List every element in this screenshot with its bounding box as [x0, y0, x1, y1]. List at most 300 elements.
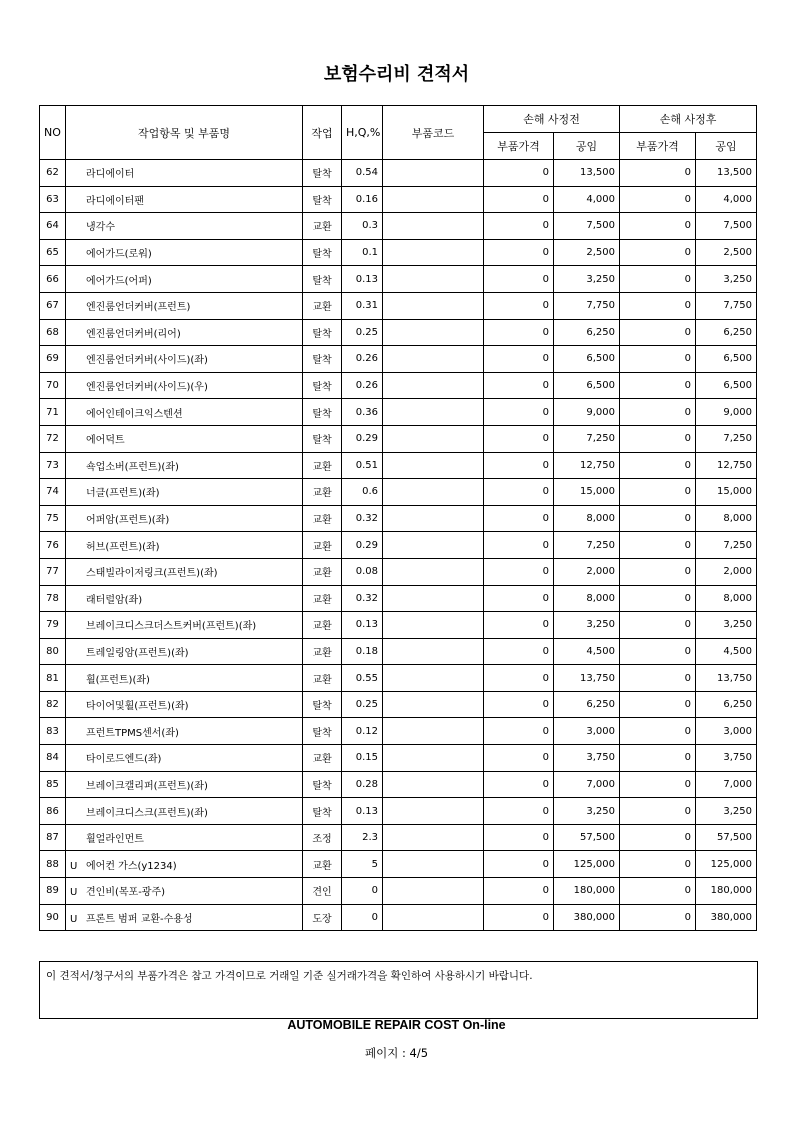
col-header-after-labor: 공임	[696, 133, 757, 160]
row-item-name: 쇽업소버(프런트)(좌)	[86, 461, 179, 473]
col-header-before-part-price: 부품가격	[484, 133, 554, 160]
row-after-labor: 3,750	[696, 745, 757, 772]
row-no: 88	[40, 851, 66, 878]
row-item-name: 허브(프런트)(좌)	[86, 541, 160, 553]
footer-brand: AUTOMOBILE REPAIR COST On-line	[287, 1018, 506, 1032]
row-hq: 0.32	[342, 505, 383, 532]
table-row	[40, 638, 757, 665]
table-row	[40, 558, 757, 585]
row-before-labor: 380,000	[554, 904, 620, 931]
row-item-name: 프런트TPMS센서(좌)	[86, 727, 179, 739]
row-after-part-price: 0	[620, 718, 696, 745]
row-after-labor: 3,250	[696, 798, 757, 825]
row-work: 교환	[303, 213, 342, 240]
row-after-labor: 3,000	[696, 718, 757, 745]
row-code	[383, 824, 484, 851]
row-work: 탈착	[303, 372, 342, 399]
row-item-name: 에어가드(로워)	[86, 249, 152, 261]
row-code	[383, 452, 484, 479]
table-row	[40, 718, 757, 745]
row-hq: 0.3	[342, 213, 383, 240]
table-row	[40, 479, 757, 506]
row-code	[383, 878, 484, 905]
row-work: 도장	[303, 904, 342, 931]
col-header-before-labor: 공임	[554, 133, 620, 160]
row-hq: 0.32	[342, 585, 383, 612]
row-hq: 0.13	[342, 612, 383, 639]
estimate-rows	[40, 160, 757, 931]
row-code	[383, 585, 484, 612]
row-no: 82	[40, 691, 66, 718]
table-row	[40, 319, 757, 346]
row-hq: 0.51	[342, 452, 383, 479]
row-before-labor: 3,250	[554, 266, 620, 293]
row-before-part-price: 0	[484, 213, 554, 240]
row-before-labor: 7,000	[554, 771, 620, 798]
row-before-labor: 9,000	[554, 399, 620, 426]
row-item-name: 어퍼암(프런트)(좌)	[86, 515, 170, 527]
row-after-part-price: 0	[620, 160, 696, 187]
row-hq: 0	[342, 904, 383, 931]
row-item-name: 엔진룸언더커버(사이드)(우)	[86, 382, 208, 394]
row-after-labor: 6,250	[696, 691, 757, 718]
row-before-labor: 3,000	[554, 718, 620, 745]
row-after-part-price: 0	[620, 665, 696, 692]
row-before-part-price: 0	[484, 718, 554, 745]
row-before-part-price: 0	[484, 319, 554, 346]
page-number: 페이지 : 4/5	[364, 1046, 429, 1060]
row-code	[383, 691, 484, 718]
row-item-name: 휠얼라인먼트	[86, 834, 144, 846]
row-hq: 0.6	[342, 479, 383, 506]
row-item	[66, 160, 303, 187]
row-no: 85	[40, 771, 66, 798]
row-no: 68	[40, 319, 66, 346]
table-row	[40, 346, 757, 373]
table-row	[40, 186, 757, 213]
row-code	[383, 745, 484, 772]
row-item	[66, 186, 303, 213]
row-no: 74	[40, 479, 66, 506]
row-code	[383, 505, 484, 532]
row-code	[383, 425, 484, 452]
row-after-labor: 7,750	[696, 292, 757, 319]
row-after-part-price: 0	[620, 824, 696, 851]
row-work: 탈착	[303, 425, 342, 452]
row-before-labor: 3,750	[554, 745, 620, 772]
row-item-name: 에어인테이크익스텐션	[86, 408, 183, 420]
row-before-part-price: 0	[484, 372, 554, 399]
row-item	[66, 638, 303, 665]
row-before-part-price: 0	[484, 665, 554, 692]
row-code	[383, 372, 484, 399]
row-hq: 0.08	[342, 558, 383, 585]
row-code	[383, 186, 484, 213]
row-hq: 0.29	[342, 532, 383, 559]
col-header-code: 부품코드	[383, 106, 484, 160]
row-item-name: 라디에이터팬	[86, 195, 144, 207]
row-before-part-price: 0	[484, 904, 554, 931]
row-after-labor: 2,500	[696, 239, 757, 266]
row-before-labor: 4,000	[554, 186, 620, 213]
table-row	[40, 213, 757, 240]
row-code	[383, 346, 484, 373]
row-after-labor: 4,000	[696, 186, 757, 213]
row-hq: 2.3	[342, 824, 383, 851]
row-after-part-price: 0	[620, 612, 696, 639]
row-after-labor: 125,000	[696, 851, 757, 878]
row-item	[66, 292, 303, 319]
row-after-part-price: 0	[620, 904, 696, 931]
row-before-labor: 8,000	[554, 505, 620, 532]
row-hq: 0.26	[342, 346, 383, 373]
row-hq: 0.25	[342, 319, 383, 346]
row-item	[66, 665, 303, 692]
row-after-part-price: 0	[620, 346, 696, 373]
row-item-name: 라디에이터	[86, 169, 135, 181]
row-hq: 5	[342, 851, 383, 878]
row-after-labor: 7,250	[696, 532, 757, 559]
row-after-part-price: 0	[620, 532, 696, 559]
row-item-name: 너클(프런트)(좌)	[86, 488, 160, 500]
table-row	[40, 292, 757, 319]
row-after-part-price: 0	[620, 239, 696, 266]
row-item	[66, 372, 303, 399]
row-after-labor: 7,500	[696, 213, 757, 240]
row-code	[383, 399, 484, 426]
row-after-part-price: 0	[620, 292, 696, 319]
row-after-labor: 57,500	[696, 824, 757, 851]
row-before-part-price: 0	[484, 585, 554, 612]
col-header-after-part-price: 부품가격	[620, 133, 696, 160]
row-item	[66, 824, 303, 851]
table-row	[40, 425, 757, 452]
row-item-name: 에어컨 가스(y1234)	[86, 860, 177, 872]
row-code	[383, 213, 484, 240]
row-hq: 0.26	[342, 372, 383, 399]
row-after-labor: 6,250	[696, 319, 757, 346]
row-before-part-price: 0	[484, 851, 554, 878]
table-row	[40, 691, 757, 718]
col-header-item: 작업항목 및 부품명	[66, 106, 303, 160]
row-after-labor: 13,500	[696, 160, 757, 187]
row-after-labor: 9,000	[696, 399, 757, 426]
row-no: 71	[40, 399, 66, 426]
row-hq: 0.13	[342, 798, 383, 825]
row-hq: 0.15	[342, 745, 383, 772]
row-before-labor: 6,500	[554, 372, 620, 399]
row-before-labor: 6,500	[554, 346, 620, 373]
row-item	[66, 585, 303, 612]
row-after-labor: 8,000	[696, 505, 757, 532]
row-after-part-price: 0	[620, 558, 696, 585]
row-item-name: 타이어및휠(프런트)(좌)	[86, 701, 189, 713]
row-work: 교환	[303, 851, 342, 878]
row-work: 교환	[303, 558, 342, 585]
row-before-part-price: 0	[484, 186, 554, 213]
row-code	[383, 665, 484, 692]
row-before-part-price: 0	[484, 292, 554, 319]
row-code	[383, 612, 484, 639]
row-work: 조정	[303, 824, 342, 851]
row-no: 75	[40, 505, 66, 532]
table-row	[40, 160, 757, 187]
row-before-labor: 8,000	[554, 585, 620, 612]
row-work: 교환	[303, 532, 342, 559]
row-after-part-price: 0	[620, 213, 696, 240]
row-after-part-price: 0	[620, 771, 696, 798]
row-after-labor: 6,500	[696, 346, 757, 373]
row-work: 탈착	[303, 798, 342, 825]
row-no: 79	[40, 612, 66, 639]
row-work: 탈착	[303, 319, 342, 346]
row-no: 77	[40, 558, 66, 585]
row-before-part-price: 0	[484, 399, 554, 426]
row-hq: 0.13	[342, 266, 383, 293]
row-before-labor: 6,250	[554, 319, 620, 346]
row-work: 탈착	[303, 239, 342, 266]
row-after-labor: 8,000	[696, 585, 757, 612]
estimate-table	[39, 105, 757, 931]
row-before-labor: 180,000	[554, 878, 620, 905]
row-item-name: 래터럴암(좌)	[86, 594, 143, 606]
row-after-labor: 13,750	[696, 665, 757, 692]
row-work: 교환	[303, 585, 342, 612]
row-no: 84	[40, 745, 66, 772]
row-item	[66, 213, 303, 240]
row-before-part-price: 0	[484, 612, 554, 639]
row-no: 70	[40, 372, 66, 399]
row-after-part-price: 0	[620, 851, 696, 878]
row-item-name: 휠(프런트)(좌)	[86, 674, 150, 686]
row-code	[383, 479, 484, 506]
row-no: 63	[40, 186, 66, 213]
row-after-part-price: 0	[620, 319, 696, 346]
row-before-labor: 3,250	[554, 612, 620, 639]
table-row	[40, 452, 757, 479]
table-row	[40, 239, 757, 266]
row-item-name: 프론트 범퍼 교환-수용성	[86, 913, 193, 925]
row-hq: 0.36	[342, 399, 383, 426]
row-no: 83	[40, 718, 66, 745]
row-no: 64	[40, 213, 66, 240]
row-item	[66, 452, 303, 479]
row-no: 81	[40, 665, 66, 692]
row-code	[383, 160, 484, 187]
row-before-part-price: 0	[484, 691, 554, 718]
row-after-labor: 7,000	[696, 771, 757, 798]
row-before-labor: 7,250	[554, 532, 620, 559]
row-code	[383, 266, 484, 293]
row-before-labor: 7,500	[554, 213, 620, 240]
row-work: 교환	[303, 612, 342, 639]
row-code	[383, 718, 484, 745]
table-row	[40, 532, 757, 559]
row-work: 탈착	[303, 346, 342, 373]
row-before-labor: 3,250	[554, 798, 620, 825]
row-no: 89	[40, 878, 66, 905]
row-item	[66, 851, 303, 878]
row-after-part-price: 0	[620, 479, 696, 506]
row-before-part-price: 0	[484, 771, 554, 798]
row-code	[383, 558, 484, 585]
row-before-part-price: 0	[484, 878, 554, 905]
row-item	[66, 266, 303, 293]
row-hq: 0.18	[342, 638, 383, 665]
row-after-labor: 15,000	[696, 479, 757, 506]
row-before-part-price: 0	[484, 824, 554, 851]
document-title: 보험수리비 견적서	[323, 64, 470, 85]
row-item	[66, 239, 303, 266]
row-hq: 0.16	[342, 186, 383, 213]
row-item	[66, 718, 303, 745]
row-no: 87	[40, 824, 66, 851]
row-item	[66, 532, 303, 559]
row-code	[383, 239, 484, 266]
col-header-no: NO	[40, 106, 66, 160]
row-after-part-price: 0	[620, 505, 696, 532]
row-after-part-price: 0	[620, 691, 696, 718]
row-code	[383, 851, 484, 878]
table-row	[40, 585, 757, 612]
row-after-labor: 12,750	[696, 452, 757, 479]
row-before-part-price: 0	[484, 479, 554, 506]
row-work: 교환	[303, 479, 342, 506]
row-item-name: 브레이크디스크(프런트)(좌)	[86, 807, 208, 819]
row-item-name: 견인비(목포-광주)	[86, 887, 166, 899]
row-hq: 0.25	[342, 691, 383, 718]
row-before-labor: 4,500	[554, 638, 620, 665]
row-before-labor: 125,000	[554, 851, 620, 878]
row-hq: 0.12	[342, 718, 383, 745]
row-hq: 0.29	[342, 425, 383, 452]
row-item	[66, 346, 303, 373]
row-item-name: 엔진룸언더커버(사이드)(좌)	[86, 355, 208, 367]
row-hq: 0	[342, 878, 383, 905]
row-before-part-price: 0	[484, 425, 554, 452]
row-item	[66, 319, 303, 346]
row-no: 62	[40, 160, 66, 187]
row-before-labor: 2,500	[554, 239, 620, 266]
table-row	[40, 878, 757, 905]
table-row	[40, 745, 757, 772]
row-code	[383, 319, 484, 346]
row-after-part-price: 0	[620, 266, 696, 293]
table-row	[40, 266, 757, 293]
row-item	[66, 798, 303, 825]
row-work: 탈착	[303, 266, 342, 293]
row-before-part-price: 0	[484, 798, 554, 825]
row-before-part-price: 0	[484, 266, 554, 293]
row-after-part-price: 0	[620, 878, 696, 905]
row-item-name: 트레일링암(프런트)(좌)	[86, 647, 189, 659]
row-before-labor: 13,750	[554, 665, 620, 692]
row-code	[383, 798, 484, 825]
table-row	[40, 372, 757, 399]
row-before-part-price: 0	[484, 532, 554, 559]
row-no: 69	[40, 346, 66, 373]
row-item-name: 엔진룸언더커버(프런트)	[86, 302, 191, 314]
row-code	[383, 532, 484, 559]
row-before-part-price: 0	[484, 346, 554, 373]
row-after-part-price: 0	[620, 798, 696, 825]
row-no: 65	[40, 239, 66, 266]
row-after-labor: 2,000	[696, 558, 757, 585]
row-work: 교환	[303, 665, 342, 692]
row-after-labor: 7,250	[696, 425, 757, 452]
row-before-labor: 57,500	[554, 824, 620, 851]
row-before-labor: 6,250	[554, 691, 620, 718]
row-no: 80	[40, 638, 66, 665]
row-after-part-price: 0	[620, 745, 696, 772]
row-after-part-price: 0	[620, 425, 696, 452]
row-flag: U	[70, 860, 78, 872]
row-work: 교환	[303, 505, 342, 532]
row-flag: U	[70, 913, 78, 925]
row-before-part-price: 0	[484, 452, 554, 479]
row-before-part-price: 0	[484, 638, 554, 665]
row-no: 66	[40, 266, 66, 293]
row-no: 67	[40, 292, 66, 319]
row-before-part-price: 0	[484, 160, 554, 187]
row-no: 78	[40, 585, 66, 612]
col-group-after: 손해 사정후	[620, 106, 757, 133]
row-before-part-price: 0	[484, 239, 554, 266]
row-before-part-price: 0	[484, 745, 554, 772]
notice-box: 이 견적서/청구서의 부품가격은 참고 가격이므로 거래일 기준 실거래가격을 확인하여 사용하시기 바랍니다.	[39, 961, 758, 1019]
row-item	[66, 904, 303, 931]
row-item-name: 엔진룸언더커버(리어)	[86, 328, 181, 340]
row-no: 72	[40, 425, 66, 452]
row-item	[66, 425, 303, 452]
row-no: 73	[40, 452, 66, 479]
table-row	[40, 612, 757, 639]
row-after-part-price: 0	[620, 585, 696, 612]
row-work: 교환	[303, 638, 342, 665]
row-item-name: 타이로드엔드(좌)	[86, 754, 162, 766]
row-item	[66, 771, 303, 798]
row-work: 교환	[303, 452, 342, 479]
row-work: 탈착	[303, 399, 342, 426]
row-work: 탈착	[303, 186, 342, 213]
row-item-name: 브레이크디스크더스트커버(프런트)(좌)	[86, 621, 257, 633]
row-before-labor: 7,750	[554, 292, 620, 319]
row-code	[383, 904, 484, 931]
row-after-labor: 3,250	[696, 612, 757, 639]
row-item-name: 스태빌라이저링크(프런트)(좌)	[86, 568, 218, 580]
row-before-labor: 2,000	[554, 558, 620, 585]
row-item-name: 에어가드(어퍼)	[86, 275, 152, 287]
row-before-labor: 13,500	[554, 160, 620, 187]
row-before-labor: 15,000	[554, 479, 620, 506]
row-work: 탈착	[303, 718, 342, 745]
table-row	[40, 798, 757, 825]
row-item-name: 냉각수	[86, 222, 115, 234]
row-item	[66, 878, 303, 905]
table-row	[40, 505, 757, 532]
row-hq: 0.54	[342, 160, 383, 187]
row-flag: U	[70, 887, 78, 899]
row-work: 교환	[303, 745, 342, 772]
row-after-part-price: 0	[620, 399, 696, 426]
row-no: 86	[40, 798, 66, 825]
row-after-part-price: 0	[620, 452, 696, 479]
table-row	[40, 771, 757, 798]
row-work: 탈착	[303, 771, 342, 798]
row-work: 교환	[303, 292, 342, 319]
col-header-work: 작업	[303, 106, 342, 160]
row-before-labor: 12,750	[554, 452, 620, 479]
